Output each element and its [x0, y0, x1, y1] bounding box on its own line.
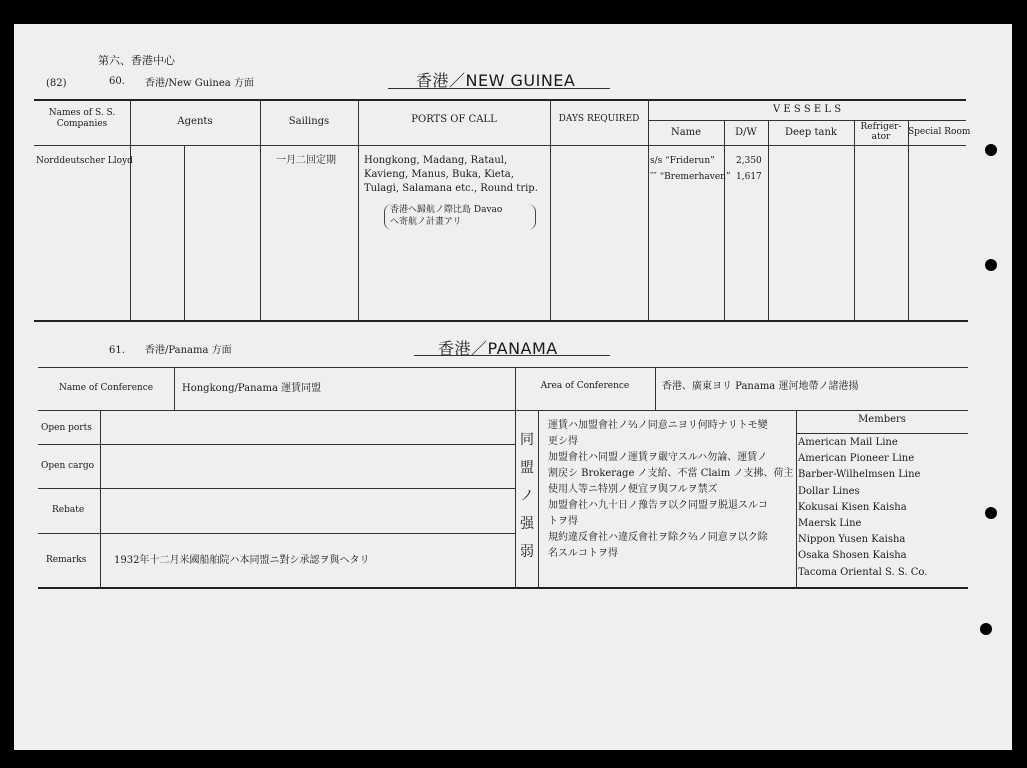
col-divider — [655, 367, 656, 410]
page-number: (82) — [46, 78, 67, 89]
strength-char: 弱 — [520, 544, 534, 560]
members-list — [798, 435, 968, 581]
page-title-panama: 香港／PANAMA — [438, 339, 558, 358]
col-divider — [550, 100, 551, 320]
header-days-required: DAYS REQUIRED — [558, 114, 640, 124]
rule-line: トヲ得 — [548, 516, 578, 527]
vessel-name-2: ″″ “Bremerhaven” — [650, 172, 731, 182]
rule-open-cargo — [38, 488, 516, 489]
header-dw: D/W — [735, 127, 757, 138]
strength-char: 盟 — [520, 460, 534, 476]
member-item: Dollar Lines — [798, 485, 860, 497]
route-heading-panama: 香港/Panama 方面 — [145, 345, 232, 356]
entry-number-60: 60. — [109, 76, 125, 87]
conference-row-rule — [38, 410, 968, 411]
conference-bottom-rule — [38, 587, 968, 589]
col-divider — [260, 100, 261, 320]
conference-strength-label — [516, 426, 538, 566]
company-name: Norddeutscher Lloyd — [36, 156, 133, 166]
member-item: Maersk Line — [798, 518, 862, 530]
sailings-value: 一月二回定期 — [276, 155, 336, 166]
col-divider — [908, 120, 909, 320]
rule-line: 加盟會社ハ九十日ノ豫告ヲ以ク同盟ヲ脱退スルコ — [548, 500, 768, 511]
vessel-name-1: s/s “Friderun” — [650, 156, 715, 166]
table-bottom-rule — [34, 320, 968, 322]
document-page — [14, 24, 1012, 750]
header-vessels: V E S S E L S — [772, 104, 842, 115]
area-of-conference-value: 香港、廣東ヨリ Panama 運河地帶ノ諸港揚 — [662, 381, 859, 392]
rule-line: 名スルコトヲ得 — [548, 548, 618, 559]
open-cargo-label: Open cargo — [41, 461, 95, 471]
rebate-label: Rebate — [52, 505, 85, 515]
conference-rules — [548, 418, 794, 562]
section-heading: 第六、香港中心 — [98, 54, 175, 67]
col-divider — [538, 410, 539, 587]
vessels-subheader-rule — [648, 120, 966, 121]
col-divider — [184, 145, 185, 320]
header-agents: Agents — [177, 116, 213, 127]
binder-hole — [985, 144, 997, 156]
col-divider — [796, 410, 797, 587]
rule-line: 運賃ハ加盟會社ノ⅔ノ同意ニヨリ何時ナリトモ變 — [548, 420, 768, 431]
route-heading-new-guinea: 香港/New Guinea 方面 — [145, 78, 254, 89]
header-deep-tank: Deep tank — [785, 127, 837, 138]
member-item: Osaka Shosen Kaisha — [798, 550, 907, 562]
strength-char: 同 — [520, 432, 534, 448]
header-sailings: Sailings — [288, 116, 330, 127]
panama-title-underline — [414, 355, 610, 356]
header-vessel-name: Name — [670, 127, 702, 138]
strength-char: 强 — [520, 516, 534, 532]
entry-number-61: 61. — [109, 345, 125, 356]
area-of-conference-label: Area of Conference — [540, 381, 630, 391]
rule-line: 加盟會社ハ同盟ノ運賃ヲ嚴守スルハ勿論、運賃ノ — [548, 452, 768, 463]
table-top-rule — [34, 99, 966, 101]
ports-of-call-value: Hongkong, Madang, Rataul, Kavieng, Manus, Buka, Kieta, Tulagi, Salamana etc., Round trip. — [364, 155, 538, 194]
binder-hole — [980, 623, 992, 635]
member-item: American Pioneer Line — [798, 453, 915, 465]
rule-line: 規約違反會社ハ違反會社ヲ除ク⅔ノ同意ヲ以ク除 — [548, 532, 768, 543]
remarks-label: Remarks — [46, 555, 87, 565]
title-underline — [388, 88, 610, 89]
rule-line: 使用人等ニ特別ノ便宜ヲ與フルヲ禁ズ — [548, 484, 718, 495]
strength-char: ノ — [520, 488, 534, 504]
member-item: Nippon Yusen Kaisha — [798, 534, 906, 546]
rule-rebate — [38, 533, 516, 534]
vessel-dw-1: 2,350 — [736, 156, 762, 166]
col-divider — [768, 120, 769, 320]
open-ports-label: Open ports — [41, 423, 92, 433]
col-divider — [174, 367, 175, 410]
header-ports-of-call: PORTS OF CALL — [411, 114, 497, 125]
col-divider — [724, 120, 725, 320]
ports-note-line-2: へ寄航ノ計畫アリ — [390, 217, 462, 227]
conference-name-label: Name of Conference — [58, 383, 154, 393]
members-header-rule — [796, 433, 968, 434]
conference-name-value: Hongkong/Panama 運賃同盟 — [182, 383, 322, 394]
remarks-value: 1932年十二月米國船舶院ハ本同盟ニ對シ承認ヲ與ヘタリ — [114, 555, 370, 566]
table-header-rule — [34, 145, 966, 146]
page-title-new-guinea: 香港／NEW GUINEA — [416, 71, 576, 90]
header-companies: Names of S. S. Companies — [48, 108, 116, 129]
member-item: American Mail Line — [798, 437, 898, 448]
col-divider — [100, 410, 101, 587]
conference-top-rule — [38, 367, 968, 368]
member-item: Kokusai Kisen Kaisha — [798, 501, 907, 513]
col-divider — [130, 100, 131, 320]
rule-line: 更シ得 — [548, 436, 578, 447]
member-item: Tacoma Oriental S. S. Co. — [798, 566, 928, 578]
rule-line: 割戻シ Brokerage ノ支給、不當 Claim ノ支拂、荷主 — [548, 468, 794, 479]
rule-open-ports — [38, 444, 516, 445]
vessel-dw-2: 1,617 — [736, 172, 762, 182]
binder-hole — [985, 507, 997, 519]
ports-note-line-1: 香港へ歸航ノ際比島 Davao — [390, 205, 503, 215]
member-item: Barber-Wilhelmsen Line — [798, 469, 921, 481]
col-divider — [358, 100, 359, 320]
header-special-room: Special Room — [908, 127, 971, 137]
members-header: Members — [858, 414, 906, 425]
header-refrigerator: Refriger- ator — [860, 122, 902, 142]
col-divider — [854, 120, 855, 320]
binder-hole — [985, 259, 997, 271]
